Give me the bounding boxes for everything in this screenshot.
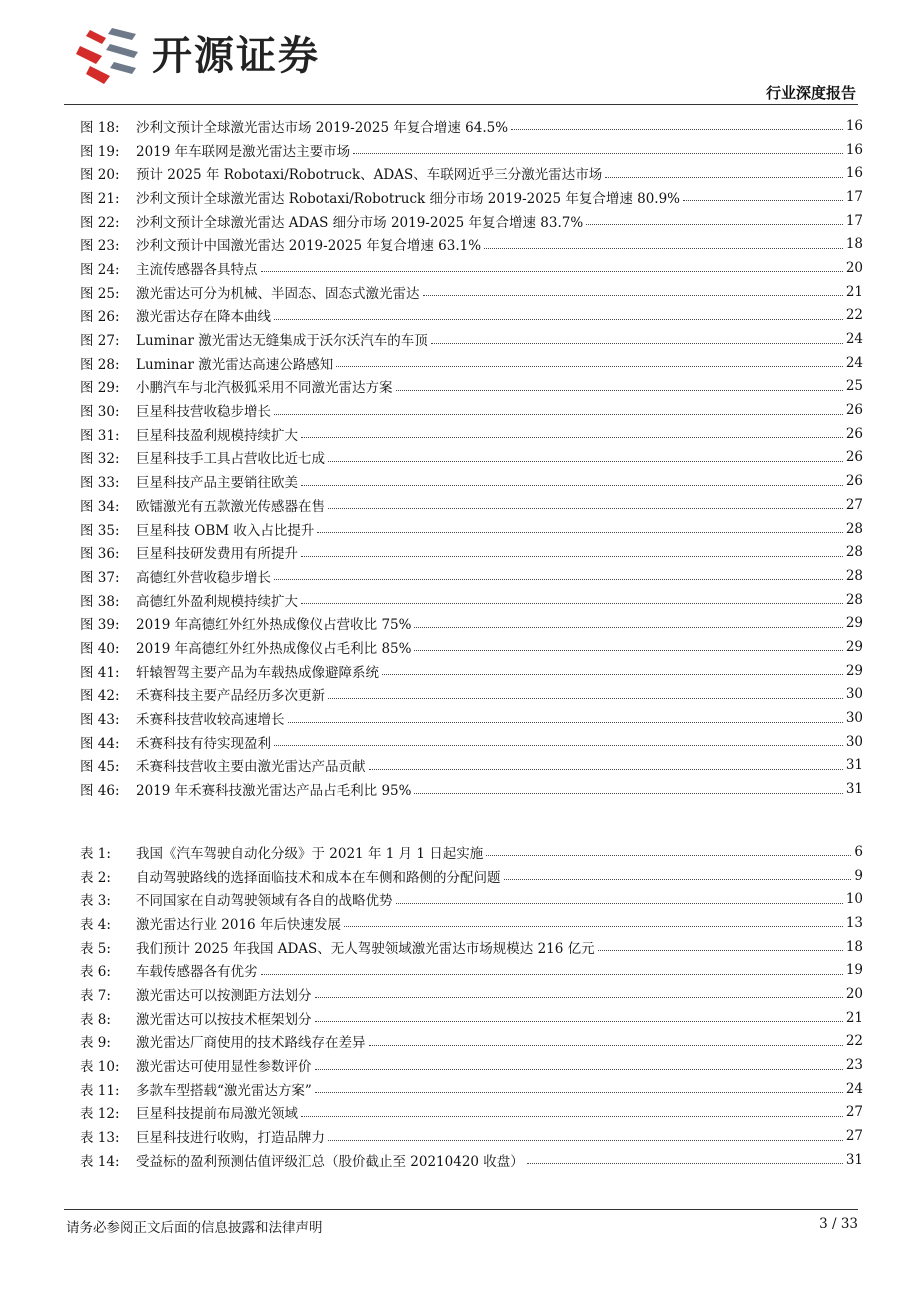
toc-entry-title: 2019 年高德红外红外热成像仪占毛利比 85% [136, 640, 412, 657]
toc-entry-number: 图 35: [80, 522, 120, 539]
dot-leader [414, 793, 842, 794]
toc-entry-title: 巨星科技进行收购，打造品牌力 [136, 1130, 325, 1147]
toc-entry-title: 车载传感器各有优劣 [136, 964, 258, 981]
toc-entry[interactable] [80, 398, 863, 422]
toc-entry-number: 图 37: [80, 569, 120, 586]
toc-entry-title: 沙利文预计全球激光雷达市场 2019-2025 年复合增速 64.5% [136, 119, 509, 136]
dot-leader [344, 926, 843, 927]
toc-entry-title: 我国《汽车驾驶自动化分级》于 2021 年 1 月 1 日起实施 [136, 845, 484, 862]
toc-entry-page: 29 [845, 662, 863, 679]
toc-entry-title: 激光雷达厂商使用的技术路线存在差异 [136, 1035, 366, 1052]
toc-entry[interactable] [80, 209, 863, 233]
toc-entry-title: 激光雷达可以按测距方法划分 [136, 987, 312, 1004]
toc-entry-page: 17 [845, 212, 863, 229]
footer-disclaimer: 请务必参阅正文后面的信息披露和法律声明 [66, 1220, 323, 1236]
toc-entry-number: 图 28: [80, 356, 120, 373]
toc-entry[interactable] [80, 958, 863, 982]
toc-entry-page: 28 [845, 544, 863, 561]
toc-entry-page: 30 [845, 733, 863, 750]
dot-leader [382, 674, 843, 675]
toc-entry[interactable] [80, 232, 863, 256]
dot-leader [274, 579, 843, 580]
toc-entry[interactable] [80, 161, 863, 185]
toc-entry-number: 图 20: [80, 167, 120, 184]
toc-entry[interactable] [80, 911, 863, 935]
toc-entry-number: 表 6: [80, 964, 111, 981]
dot-leader [527, 1163, 843, 1164]
toc-entry-number: 图 18: [80, 119, 120, 136]
dot-leader [605, 177, 843, 178]
toc-entry-page: 25 [845, 378, 863, 395]
toc-entry-number: 图 25: [80, 285, 120, 302]
toc-entry-number: 图 23: [80, 238, 120, 255]
toc-entry-title: Luminar 激光雷达高速公路感知 [136, 356, 334, 373]
toc-entry-page: 9 [854, 867, 863, 884]
toc-entry[interactable] [80, 446, 863, 470]
toc-entry-title: 巨星科技提前布局激光领域 [136, 1106, 298, 1123]
toc-entry[interactable] [80, 887, 863, 911]
toc-entry-title: 巨星科技研发费用有所提升 [136, 546, 298, 563]
dot-leader [598, 950, 843, 951]
toc-entry-number: 图 39: [80, 617, 120, 634]
logo-mark-icon [76, 26, 142, 86]
dot-leader [301, 556, 843, 557]
toc-entry-page: 13 [845, 914, 863, 931]
toc-entry-title: 沙利文预计全球激光雷达 ADAS 细分市场 2019-2025 年复合增速 83.7% [136, 214, 584, 231]
toc-entry-number: 表 12: [80, 1106, 120, 1123]
toc-entry-page: 16 [845, 141, 863, 158]
toc-entry-number: 表 8: [80, 1011, 111, 1028]
toc-entry[interactable] [80, 1148, 863, 1172]
dot-leader [353, 153, 843, 154]
toc-entry-page: 22 [845, 307, 863, 324]
toc-entry-page: 18 [845, 938, 863, 955]
dot-leader [586, 224, 843, 225]
toc-entry-number: 图 42: [80, 688, 120, 705]
toc-entry-number: 图 45: [80, 759, 120, 776]
toc-entry-number: 图 38: [80, 593, 120, 610]
dot-leader [315, 1069, 843, 1070]
dot-leader [261, 974, 843, 975]
toc-entry-page: 31 [845, 1151, 863, 1168]
figure-list [80, 114, 863, 801]
toc-entry-title: 2019 年高德红外红外热成像仪占营收比 75% [136, 617, 412, 634]
toc-entry-title: 激光雷达存在降本曲线 [136, 309, 271, 326]
toc-entry-title: 禾赛科技营收较高速增长 [136, 712, 285, 729]
toc-entry-page: 23 [845, 1057, 863, 1074]
toc-entry[interactable] [80, 659, 863, 683]
toc-entry-number: 图 24: [80, 261, 120, 278]
toc-entry-page: 19 [845, 962, 863, 979]
toc-entry[interactable] [80, 327, 863, 351]
dot-leader [484, 248, 843, 249]
toc-entry-page: 28 [845, 567, 863, 584]
dot-leader [317, 532, 842, 533]
toc-entry-title: 我们预计 2025 年我国 ADAS、无人驾驶领域激光雷达市场规模达 216 亿元 [136, 940, 595, 957]
toc-entry[interactable] [80, 422, 863, 446]
toc-entry-title: 欧镭激光有五款激光传感器在售 [136, 498, 325, 515]
dot-leader [683, 200, 843, 201]
toc-entry-page: 28 [845, 591, 863, 608]
toc-entry[interactable] [80, 864, 863, 888]
toc-entry-page: 27 [845, 1128, 863, 1145]
dot-leader [328, 1140, 843, 1141]
toc-entry[interactable] [80, 114, 863, 138]
dot-leader [396, 903, 843, 904]
dot-leader [274, 745, 843, 746]
toc-entry[interactable] [80, 1053, 863, 1077]
dot-leader [431, 343, 843, 344]
dot-leader [288, 722, 843, 723]
toc-entry[interactable] [80, 256, 863, 280]
dot-leader [328, 698, 843, 699]
toc-entry-number: 表 14: [80, 1153, 120, 1170]
toc-entry-number: 图 34: [80, 498, 120, 515]
toc-entry-title: 小鹏汽车与北汽极狐采用不同激光雷达方案 [136, 380, 393, 397]
toc-entry-number: 图 43: [80, 712, 120, 729]
toc-entry-number: 图 30: [80, 404, 120, 421]
toc-entry-title: 高德红外营收稳步增长 [136, 569, 271, 586]
toc-entry-title: 高德红外盈利规模持续扩大 [136, 593, 298, 610]
toc-entry[interactable] [80, 588, 863, 612]
toc-entry[interactable] [80, 683, 863, 707]
toc-entry-page: 31 [845, 757, 863, 774]
toc-entry-number: 图 21: [80, 190, 120, 207]
toc-entry-title: 巨星科技手工具占营收比近七成 [136, 451, 325, 468]
toc-entry-page: 21 [845, 283, 863, 300]
toc-entry[interactable] [80, 1101, 863, 1125]
toc-entry-number: 图 31: [80, 427, 120, 444]
toc-entry-number: 图 41: [80, 664, 120, 681]
toc-entry[interactable] [80, 564, 863, 588]
toc-entry-title: 自动驾驶路线的选择面临技术和成本在车侧和路侧的分配问题 [136, 869, 501, 886]
toc-entry[interactable] [80, 540, 863, 564]
toc-entry-number: 图 29: [80, 380, 120, 397]
toc-entry-page: 29 [845, 638, 863, 655]
header-divider [64, 104, 858, 105]
toc-entry-title: 激光雷达行业 2016 年后快速发展 [136, 916, 341, 933]
toc-entry[interactable] [80, 493, 863, 517]
toc-entry[interactable] [80, 280, 863, 304]
logo-text: 开源证券 [152, 33, 320, 79]
dot-leader [274, 319, 843, 320]
dot-leader [511, 129, 843, 130]
toc-entry-page: 28 [845, 520, 863, 537]
toc-entry-page: 24 [845, 331, 863, 348]
toc-entry-title: 激光雷达可以按技术框架划分 [136, 1011, 312, 1028]
toc-entry-number: 表 9: [80, 1035, 111, 1052]
toc-entry-title: 巨星科技营收稳步增长 [136, 404, 271, 421]
toc-entry-title: 禾赛科技主要产品经历多次更新 [136, 688, 325, 705]
toc-entry[interactable] [80, 517, 863, 541]
toc-entry-number: 表 10: [80, 1059, 120, 1076]
toc-entry-page: 24 [845, 1080, 863, 1097]
report-type: 行业深度报告 [765, 84, 856, 102]
toc-entry-page: 26 [845, 473, 863, 490]
toc-entry-number: 表 5: [80, 940, 111, 957]
toc-entry[interactable] [80, 375, 863, 399]
toc-entry-page: 16 [845, 117, 863, 134]
toc-entry-page: 6 [854, 843, 863, 860]
toc-entry-number: 图 44: [80, 735, 120, 752]
toc-entry-number: 图 32: [80, 451, 120, 468]
dot-leader [301, 437, 843, 438]
toc-entry-page: 29 [845, 615, 863, 632]
toc-entry-title: Luminar 激光雷达无缝集成于沃尔沃汽车的车顶 [136, 333, 428, 350]
toc-entry[interactable] [80, 304, 863, 328]
toc-entry-number: 表 7: [80, 987, 111, 1004]
toc-entry-number: 表 3: [80, 893, 111, 910]
toc-entry-title: 受益标的盈利预测估值评级汇总（股价截止至 20210420 收盘） [136, 1153, 524, 1170]
dot-leader [369, 1045, 843, 1046]
dot-leader [315, 997, 843, 998]
dot-leader [414, 650, 842, 651]
toc-entry[interactable] [80, 1077, 863, 1101]
toc-entry[interactable] [80, 351, 863, 375]
toc-entry-title: 巨星科技 OBM 收入占比提升 [136, 522, 315, 539]
toc-entry-title: 激光雷达可分为机械、半固态、固态式激光雷达 [136, 285, 420, 302]
toc-entry[interactable] [80, 611, 863, 635]
toc-entry-page: 10 [845, 891, 863, 908]
toc-entry[interactable] [80, 138, 863, 162]
toc-entry[interactable] [80, 185, 863, 209]
toc-entry[interactable] [80, 935, 863, 959]
toc-entry-title: 沙利文预计中国激光雷达 2019-2025 年复合增速 63.1% [136, 238, 482, 255]
toc-entry[interactable] [80, 1124, 863, 1148]
toc-entry-number: 表 11: [80, 1082, 120, 1099]
toc-entry-page: 27 [845, 496, 863, 513]
toc-entry-page: 30 [845, 686, 863, 703]
toc-entry[interactable] [80, 730, 863, 754]
toc-entry-page: 26 [845, 425, 863, 442]
toc-entry-page: 27 [845, 1104, 863, 1121]
dot-leader [301, 603, 843, 604]
toc-entry[interactable] [80, 706, 863, 730]
toc-entry-title: 2019 年禾赛科技激光雷达产品占毛利比 95% [136, 783, 412, 800]
toc-entry-number: 表 4: [80, 916, 111, 933]
dot-leader [486, 855, 851, 856]
toc-entry-title: 巨星科技盈利规模持续扩大 [136, 427, 298, 444]
toc-entry-page: 24 [845, 354, 863, 371]
toc-entry-page: 18 [845, 236, 863, 253]
dot-leader [315, 1092, 843, 1093]
toc-entry[interactable] [80, 982, 863, 1006]
toc-entry[interactable] [80, 754, 863, 778]
toc-entry-title: 禾赛科技营收主要由激光雷达产品贡献 [136, 759, 366, 776]
toc-entry-number: 图 46: [80, 783, 120, 800]
toc-entry-title: 轩辕智驾主要产品为车载热成像避障系统 [136, 664, 379, 681]
toc-entry-number: 图 40: [80, 640, 120, 657]
toc-entry-title: 禾赛科技有待实现盈利 [136, 735, 271, 752]
toc-entry-title: 巨星科技产品主要销往欧美 [136, 475, 298, 492]
toc-entry-page: 20 [845, 259, 863, 276]
dot-leader [336, 366, 843, 367]
footer-divider [64, 1209, 858, 1210]
page-indicator: 3 / 33 [819, 1216, 858, 1232]
toc-entry-number: 表 2: [80, 869, 111, 886]
toc-entry-title: 2019 年车联网是激光雷达主要市场 [136, 143, 351, 160]
toc-entry-number: 表 1: [80, 845, 111, 862]
toc-entry-number: 图 33: [80, 475, 120, 492]
toc-entry-number: 图 36: [80, 546, 120, 563]
dot-leader [261, 271, 843, 272]
toc-entry-page: 26 [845, 402, 863, 419]
toc-entry-page: 30 [845, 710, 863, 727]
toc-entry[interactable] [80, 1030, 863, 1054]
dot-leader [369, 769, 843, 770]
dot-leader [274, 414, 843, 415]
toc-entry[interactable] [80, 469, 863, 493]
toc-entry-page: 22 [845, 1033, 863, 1050]
dot-leader [301, 485, 843, 486]
dot-leader [328, 461, 843, 462]
toc-entry[interactable] [80, 840, 863, 864]
dot-leader [396, 390, 843, 391]
toc-entry-title: 激光雷达可使用显性参数评价 [136, 1059, 312, 1076]
toc-entry-page: 31 [845, 781, 863, 798]
toc-entry-title: 预计 2025 年 Robotaxi/Robotruck、ADAS、车联网近乎三分激光雷达市场 [136, 167, 603, 184]
dot-leader [504, 879, 852, 880]
dot-leader [301, 1116, 843, 1117]
toc-entry-number: 图 19: [80, 143, 120, 160]
toc-entry-page: 17 [845, 188, 863, 205]
toc-entry-page: 21 [845, 1009, 863, 1026]
toc-entry[interactable] [80, 777, 863, 801]
company-logo [76, 26, 320, 86]
dot-leader [328, 508, 843, 509]
table-list [80, 840, 863, 1172]
toc-entry-page: 20 [845, 985, 863, 1002]
toc-entry-title: 主流传感器各具特点 [136, 261, 258, 278]
toc-entry-number: 表 13: [80, 1130, 120, 1147]
toc-entry-number: 图 27: [80, 333, 120, 350]
dot-leader [315, 1021, 843, 1022]
toc-entry-title: 多款车型搭载“激光雷达方案” [136, 1082, 312, 1099]
toc-entry-title: 沙利文预计全球激光雷达 Robotaxi/Robotruck 细分市场 2019-2025 年复合增速 80.9% [136, 190, 681, 207]
toc-entry-number: 图 26: [80, 309, 120, 326]
dot-leader [423, 295, 843, 296]
toc-entry-number: 图 22: [80, 214, 120, 231]
toc-entry[interactable] [80, 635, 863, 659]
dot-leader [414, 627, 842, 628]
toc-entry-title: 不同国家在自动驾驶领域有各自的战略优势 [136, 893, 393, 910]
toc-entry-page: 16 [845, 165, 863, 182]
toc-entry[interactable] [80, 1006, 863, 1030]
toc-entry-page: 26 [845, 449, 863, 466]
